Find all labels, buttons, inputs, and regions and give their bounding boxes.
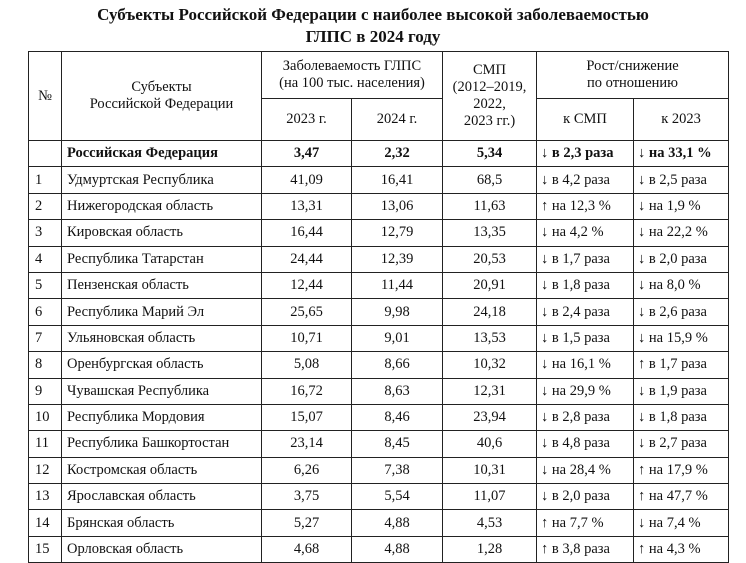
cell-num: 13 bbox=[29, 484, 62, 510]
table-row-total bbox=[29, 141, 729, 167]
header-smp bbox=[443, 52, 537, 141]
cell-smp: 40,6 bbox=[443, 431, 537, 457]
header-smp-line1: СМП bbox=[472, 62, 507, 78]
header-incidence bbox=[262, 52, 443, 99]
cell-2023: 6,26 bbox=[262, 457, 352, 483]
cell-name: Оренбургская область bbox=[62, 352, 262, 378]
header-to-2023: к 2023 bbox=[634, 99, 729, 141]
cell-name: Ульяновская область bbox=[62, 325, 262, 351]
cell-2023: 5,27 bbox=[262, 510, 352, 536]
cell-2023: 16,44 bbox=[262, 220, 352, 246]
cell-smp: 13,35 bbox=[443, 220, 537, 246]
cell-to-smp: ↓ на 28,4 % bbox=[537, 457, 634, 483]
header-subject-line2: Российской Федерации bbox=[89, 96, 234, 112]
cell-to-smp: ↓ в 4,2 раза bbox=[537, 167, 634, 193]
cell-name: Республика Башкортостан bbox=[62, 431, 262, 457]
cell-smp: 13,53 bbox=[443, 325, 537, 351]
cell-to-2023: ↓ на 33,1 % bbox=[634, 141, 729, 167]
cell-num: 1 bbox=[29, 167, 62, 193]
title-line-2: ГЛПС в 2024 году bbox=[305, 27, 441, 46]
cell-2023: 5,08 bbox=[262, 352, 352, 378]
cell-to-smp: ↑ на 12,3 % bbox=[537, 193, 634, 219]
cell-2024: 13,06 bbox=[352, 193, 443, 219]
cell-2024: 8,63 bbox=[352, 378, 443, 404]
table-row bbox=[29, 325, 729, 351]
cell-to-smp: ↓ на 4,2 % bbox=[537, 220, 634, 246]
table-row bbox=[29, 246, 729, 272]
table-row bbox=[29, 193, 729, 219]
cell-to-2023: ↓ в 2,0 раза bbox=[634, 246, 729, 272]
table-header-row bbox=[29, 52, 729, 99]
cell-2024: 16,41 bbox=[352, 167, 443, 193]
table-row bbox=[29, 378, 729, 404]
cell-smp: 1,28 bbox=[443, 536, 537, 562]
cell-to-smp: ↓ в 1,5 раза bbox=[537, 325, 634, 351]
cell-num: 4 bbox=[29, 246, 62, 272]
cell-smp: 20,91 bbox=[443, 272, 537, 298]
document-title bbox=[0, 0, 746, 48]
cell-to-smp: ↓ на 29,9 % bbox=[537, 378, 634, 404]
table-row bbox=[29, 510, 729, 536]
cell-2024: 2,32 bbox=[352, 141, 443, 167]
header-change-line2: по отношению bbox=[587, 75, 679, 91]
cell-2024: 9,01 bbox=[352, 325, 443, 351]
cell-to-2023: ↓ на 22,2 % bbox=[634, 220, 729, 246]
cell-smp: 24,18 bbox=[443, 299, 537, 325]
cell-to-smp: ↓ в 1,7 раза bbox=[537, 246, 634, 272]
header-smp-line4: 2023 гг.) bbox=[463, 113, 516, 129]
cell-to-smp: ↓ на 16,1 % bbox=[537, 352, 634, 378]
cell-2023: 41,09 bbox=[262, 167, 352, 193]
cell-num: 5 bbox=[29, 272, 62, 298]
cell-to-smp: ↓ в 2,3 раза bbox=[537, 141, 634, 167]
cell-to-smp: ↓ в 2,8 раза bbox=[537, 404, 634, 430]
cell-num: 10 bbox=[29, 404, 62, 430]
table-row bbox=[29, 299, 729, 325]
cell-2024: 7,38 bbox=[352, 457, 443, 483]
cell-2023: 13,31 bbox=[262, 193, 352, 219]
cell-to-smp: ↓ в 1,8 раза bbox=[537, 272, 634, 298]
header-smp-line3: 2022, bbox=[473, 96, 506, 112]
cell-name: Республика Татарстан bbox=[62, 246, 262, 272]
table-row bbox=[29, 352, 729, 378]
cell-2024: 4,88 bbox=[352, 536, 443, 562]
cell-num: 6 bbox=[29, 299, 62, 325]
cell-name: Ярославская область bbox=[62, 484, 262, 510]
cell-num: 15 bbox=[29, 536, 62, 562]
cell-name: Чувашская Республика bbox=[62, 378, 262, 404]
cell-to-2023: ↓ на 7,4 % bbox=[634, 510, 729, 536]
cell-to-smp: ↓ в 2,0 раза bbox=[537, 484, 634, 510]
cell-name: Республика Марий Эл bbox=[62, 299, 262, 325]
cell-num bbox=[29, 141, 62, 167]
cell-2024: 12,39 bbox=[352, 246, 443, 272]
cell-name: Нижегородская область bbox=[62, 193, 262, 219]
header-subject bbox=[62, 52, 262, 141]
cell-to-2023: ↓ на 15,9 % bbox=[634, 325, 729, 351]
cell-num: 11 bbox=[29, 431, 62, 457]
table-row bbox=[29, 457, 729, 483]
cell-smp: 20,53 bbox=[443, 246, 537, 272]
header-change-line1: Рост/снижение bbox=[586, 58, 679, 74]
cell-to-2023: ↑ на 17,9 % bbox=[634, 457, 729, 483]
header-to-smp: к СМП bbox=[537, 99, 634, 141]
cell-2024: 4,88 bbox=[352, 510, 443, 536]
header-subject-line1: Субъекты bbox=[131, 79, 192, 95]
cell-2023: 4,68 bbox=[262, 536, 352, 562]
table-row bbox=[29, 484, 729, 510]
cell-2023: 15,07 bbox=[262, 404, 352, 430]
table-row bbox=[29, 272, 729, 298]
cell-2024: 8,66 bbox=[352, 352, 443, 378]
cell-to-2023: ↑ на 4,3 % bbox=[634, 536, 729, 562]
cell-name: Удмуртская Республика bbox=[62, 167, 262, 193]
table-row bbox=[29, 167, 729, 193]
cell-2023: 10,71 bbox=[262, 325, 352, 351]
cell-2023: 23,14 bbox=[262, 431, 352, 457]
header-2024: 2024 г. bbox=[352, 99, 443, 141]
header-num: № bbox=[29, 52, 62, 141]
cell-smp: 11,63 bbox=[443, 193, 537, 219]
cell-to-2023: ↓ в 1,9 раза bbox=[634, 378, 729, 404]
cell-smp: 10,31 bbox=[443, 457, 537, 483]
cell-num: 2 bbox=[29, 193, 62, 219]
title-line-1: Субъекты Российской Федерации с наиболее высокой заболеваемостью bbox=[97, 5, 649, 24]
cell-to-2023: ↓ на 8,0 % bbox=[634, 272, 729, 298]
cell-name: Республика Мордовия bbox=[62, 404, 262, 430]
cell-smp: 11,07 bbox=[443, 484, 537, 510]
cell-num: 7 bbox=[29, 325, 62, 351]
header-incidence-line1: Заболеваемость ГЛПС bbox=[282, 58, 422, 74]
cell-smp: 23,94 bbox=[443, 404, 537, 430]
cell-name: Пензенская область bbox=[62, 272, 262, 298]
incidence-table bbox=[28, 51, 729, 563]
header-change bbox=[537, 52, 729, 99]
cell-name: Орловская область bbox=[62, 536, 262, 562]
cell-smp: 10,32 bbox=[443, 352, 537, 378]
header-incidence-line2: (на 100 тыс. населения) bbox=[279, 75, 425, 91]
cell-num: 8 bbox=[29, 352, 62, 378]
table-row bbox=[29, 404, 729, 430]
cell-name: Костромская область bbox=[62, 457, 262, 483]
cell-to-smp: ↑ на 7,7 % bbox=[537, 510, 634, 536]
cell-num: 3 bbox=[29, 220, 62, 246]
cell-num: 14 bbox=[29, 510, 62, 536]
cell-2023: 12,44 bbox=[262, 272, 352, 298]
cell-to-2023: ↓ в 2,5 раза bbox=[634, 167, 729, 193]
cell-smp: 4,53 bbox=[443, 510, 537, 536]
cell-name: Кировская область bbox=[62, 220, 262, 246]
cell-to-smp: ↓ в 4,8 раза bbox=[537, 431, 634, 457]
cell-2023: 24,44 bbox=[262, 246, 352, 272]
cell-2024: 9,98 bbox=[352, 299, 443, 325]
cell-2024: 12,79 bbox=[352, 220, 443, 246]
cell-2023: 16,72 bbox=[262, 378, 352, 404]
cell-2024: 5,54 bbox=[352, 484, 443, 510]
cell-2023: 3,47 bbox=[262, 141, 352, 167]
cell-to-smp: ↓ в 2,4 раза bbox=[537, 299, 634, 325]
cell-2024: 8,45 bbox=[352, 431, 443, 457]
cell-num: 12 bbox=[29, 457, 62, 483]
cell-num: 9 bbox=[29, 378, 62, 404]
cell-to-2023: ↑ в 1,7 раза bbox=[634, 352, 729, 378]
cell-smp: 12,31 bbox=[443, 378, 537, 404]
cell-name: Российская Федерация bbox=[62, 141, 262, 167]
cell-smp: 68,5 bbox=[443, 167, 537, 193]
cell-name: Брянская область bbox=[62, 510, 262, 536]
table-row bbox=[29, 431, 729, 457]
cell-smp: 5,34 bbox=[443, 141, 537, 167]
cell-2023: 25,65 bbox=[262, 299, 352, 325]
cell-2024: 11,44 bbox=[352, 272, 443, 298]
cell-to-2023: ↓ на 1,9 % bbox=[634, 193, 729, 219]
header-smp-line2: (2012–2019, bbox=[452, 79, 527, 95]
table-row bbox=[29, 220, 729, 246]
cell-to-smp: ↑ в 3,8 раза bbox=[537, 536, 634, 562]
cell-2023: 3,75 bbox=[262, 484, 352, 510]
cell-to-2023: ↓ в 2,6 раза bbox=[634, 299, 729, 325]
cell-to-2023: ↓ в 2,7 раза bbox=[634, 431, 729, 457]
cell-to-2023: ↓ в 1,8 раза bbox=[634, 404, 729, 430]
cell-2024: 8,46 bbox=[352, 404, 443, 430]
header-2023: 2023 г. bbox=[262, 99, 352, 141]
cell-to-2023: ↑ на 47,7 % bbox=[634, 484, 729, 510]
